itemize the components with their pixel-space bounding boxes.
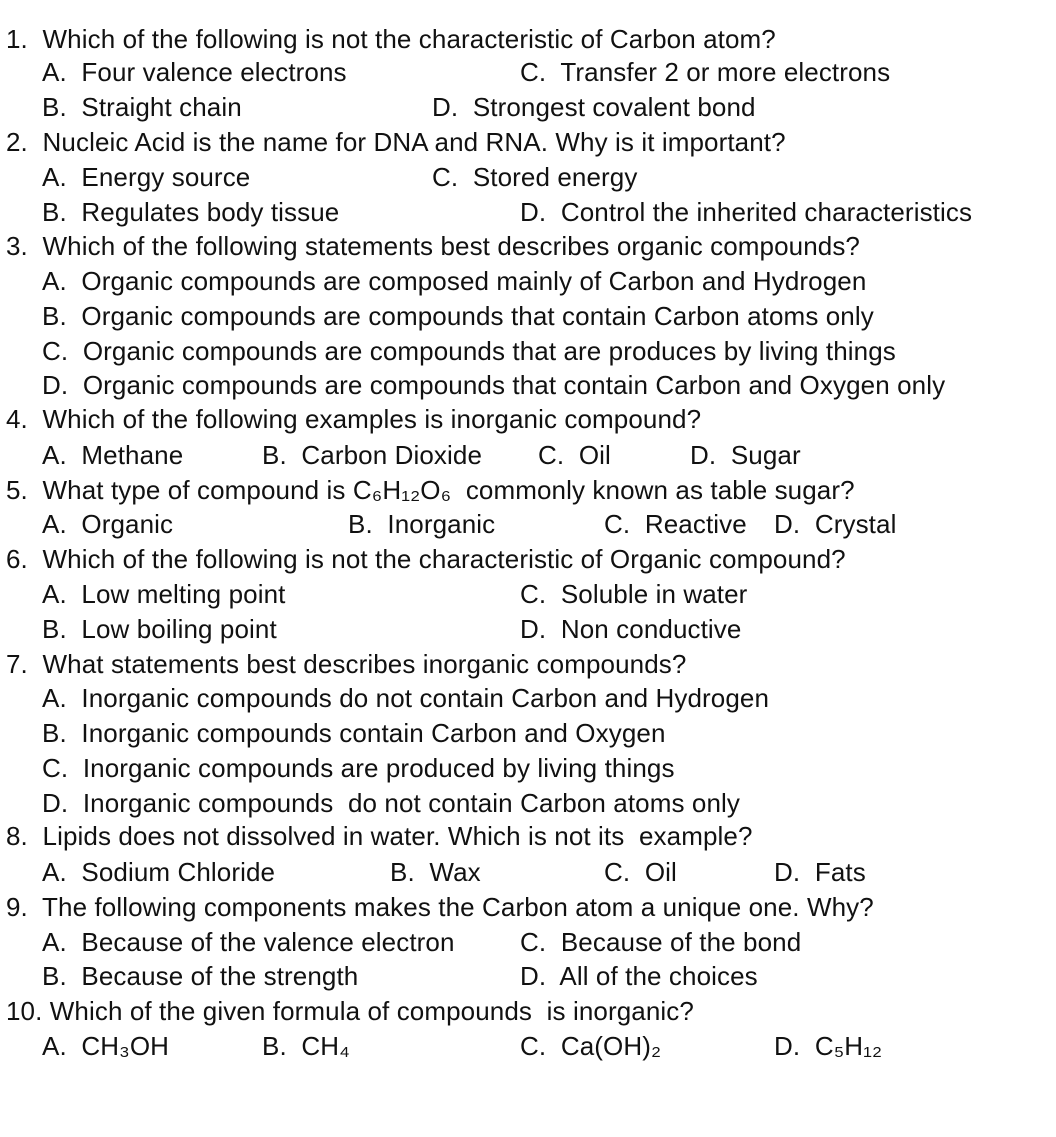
question-10-choice-b: B. CH₄ (262, 1031, 350, 1061)
question-4-choice-d: D. Sugar (690, 440, 801, 470)
question-8-choice-a: A. Sodium Chloride (42, 857, 276, 887)
question-5-choice-c: C. Reactive (604, 509, 747, 539)
question-8-stem: 8. Lipids does not dissolved in water. Which is not its example? (6, 821, 753, 851)
question-9-choice-c: C. Because of the bond (520, 927, 802, 957)
question-9-stem: 9. The following components makes the Carbon atom a unique one. Why? (6, 892, 874, 922)
question-6-choice-c: C. Soluble in water (520, 579, 748, 609)
question-9-choice-b: B. Because of the strength (42, 961, 359, 991)
question-9-choice-d: D. All of the choices (520, 961, 758, 991)
question-7-stem: 7. What statements best describes inorganic compounds? (6, 649, 687, 679)
question-4-choice-b: B. Carbon Dioxide (262, 440, 483, 470)
question-7-choice-a: A. Inorganic compounds do not contain Carbon and Hydrogen (42, 683, 770, 713)
question-1-choice-c: C. Transfer 2 or more electrons (520, 57, 891, 87)
question-4-stem: 4. Which of the following examples is inorganic compound? (6, 404, 702, 434)
question-5-choice-a: A. Organic (42, 509, 174, 539)
question-2-stem: 2. Nucleic Acid is the name for DNA and RNA. Why is it important? (6, 127, 786, 157)
question-7-choice-b: B. Inorganic compounds contain Carbon and Oxygen (42, 718, 666, 748)
question-6-choice-a: A. Low melting point (42, 579, 286, 609)
question-5-stem: 5. What type of compound is C₆H₁₂O₆ commonly known as table sugar? (6, 475, 855, 505)
question-8-choice-c: C. Oil (604, 857, 677, 887)
question-5-choice-d: D. Crystal (774, 509, 897, 539)
question-10-choice-a: A. CH₃OH (42, 1031, 170, 1061)
question-2-choice-b: B. Regulates body tissue (42, 197, 340, 227)
question-2-choice-a: A. Energy source (42, 162, 251, 192)
question-3-choice-c: C. Organic compounds are compounds that are produces by living things (42, 336, 896, 366)
question-9-choice-a: A. Because of the valence electron (42, 927, 455, 957)
question-10-stem: 10. Which of the given formula of compounds is inorganic? (6, 996, 694, 1026)
question-1-choice-d: D. Strongest covalent bond (432, 92, 756, 122)
question-2-choice-d: D. Control the inherited characteristics (520, 197, 973, 227)
question-1-choice-a: A. Four valence electrons (42, 57, 347, 87)
question-5-choice-b: B. Inorganic (348, 509, 496, 539)
question-8-choice-b: B. Wax (390, 857, 481, 887)
question-10-choice-d: D. C₅H₁₂ (774, 1031, 883, 1061)
question-3-stem: 3. Which of the following statements best describes organic compounds? (6, 231, 860, 261)
question-2-choice-c: C. Stored energy (432, 162, 638, 192)
question-7-choice-d: D. Inorganic compounds do not contain Carbon atoms only (42, 788, 740, 818)
question-3-choice-d: D. Organic compounds are compounds that contain Carbon and Oxygen only (42, 370, 946, 400)
question-6-choice-d: D. Non conductive (520, 614, 742, 644)
question-3-choice-b: B. Organic compounds are compounds that contain Carbon atoms only (42, 301, 874, 331)
question-6-choice-b: B. Low boiling point (42, 614, 277, 644)
question-1-choice-b: B. Straight chain (42, 92, 242, 122)
question-4-choice-a: A. Methane (42, 440, 184, 470)
question-1-stem: 1. Which of the following is not the characteristic of Carbon atom? (6, 24, 776, 54)
question-7-choice-c: C. Inorganic compounds are produced by living things (42, 753, 675, 783)
question-10-choice-c: C. Ca(OH)₂ (520, 1031, 662, 1061)
question-4-choice-c: C. Oil (538, 440, 611, 470)
question-8-choice-d: D. Fats (774, 857, 866, 887)
question-6-stem: 6. Which of the following is not the characteristic of Organic compound? (6, 544, 846, 574)
question-3-choice-a: A. Organic compounds are composed mainly of Carbon and Hydrogen (42, 266, 867, 296)
